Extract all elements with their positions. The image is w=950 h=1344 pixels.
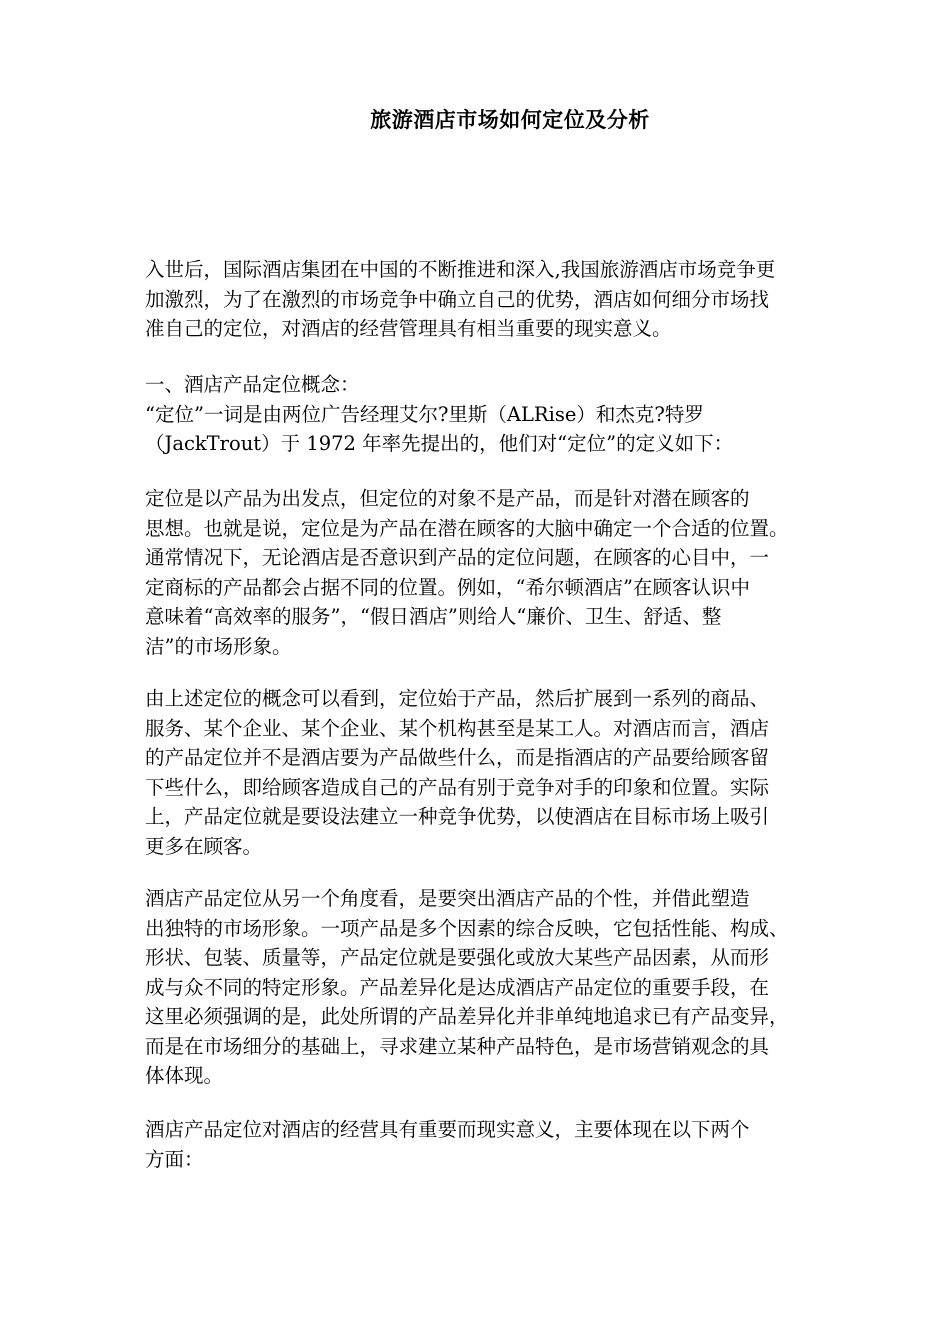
section-heading: 一、酒店产品定位概念： [145, 373, 360, 396]
paragraph-2 [145, 484, 870, 661]
paragraph-line: 体体现。 [145, 1064, 224, 1087]
paragraph-line: 的产品定位并不是酒店要为产品做些什么，而是指酒店的产品要给顾客留 [145, 746, 770, 769]
paragraph-line: 洁”的市场形象。 [145, 634, 292, 658]
paragraph-line: 服务、某个企业、某个企业、某个机构甚至是某工人。对酒店而言，酒店 [145, 716, 770, 740]
paragraph-3 [145, 684, 870, 861]
paragraph-line: 方面： [145, 1147, 204, 1171]
section-1 [145, 370, 870, 459]
paragraph-line: 更多在顾客。 [145, 834, 263, 858]
paragraph-line: 由上述定位的概念可以看到，定位始于产品，然后扩展到一系列的商品、 [145, 687, 770, 710]
paragraph-line: 定位是以产品为出发点，但定位的对象不是产品，而是针对潜在顾客的 [145, 487, 750, 510]
paragraph-line: 酒店产品定位对酒店的经营具有重要而现实意义，主要体现在以下两个 [145, 1118, 750, 1141]
paragraph-line: 上，产品定位就是要设法建立一种竞争优势，以使酒店在目标市场上吸引 [145, 805, 770, 828]
paragraph-5 [145, 1115, 870, 1174]
paragraph-line: 成与众不同的特定形象。产品差异化是达成酒店产品定位的重要手段，在 [145, 975, 770, 999]
paragraph-line: 下些什么，即给顾客造成自己的产品有别于竞争对手的印象和位置。实际 [145, 775, 770, 799]
document-title: 旅游酒店市场如何定位及分析 [370, 107, 650, 132]
paragraph-line: 这里必须强调的是，此处所谓的产品差异化并非单纯地追求已有产品变异， [145, 1005, 789, 1028]
paragraph-line: 定商标的产品都会占据不同的位置。例如，“希尔顿酒店”在顾客认识中 [145, 575, 750, 599]
intro-line: 准自己的定位，对酒店的经营管理具有相当重要的现实意义。 [145, 317, 672, 340]
paragraph-line: 出独特的市场形象。一项产品是多个因素的综合反映，它包括性能、构成、 [145, 916, 789, 940]
paragraph-4 [145, 884, 870, 1091]
paragraph-line: 通常情况下，无论酒店是否意识到产品的定位问题，在顾客的心目中，一 [145, 546, 770, 569]
paragraph-line: 酒店产品定位从另一个角度看，是要突出酒店产品的个性，并借此塑造 [145, 887, 750, 910]
section-line: （JackTrout）于 1972 年率先提出的，他们对“定位”的定义如下： [145, 432, 734, 455]
paragraph-line: 形状、包装、质量等，产品定位就是要强化或放大某些产品因素，从而形 [145, 946, 770, 969]
paragraph-line: 意味着“高效率的服务”，“假日酒店”则给人“廉价、卫生、舒适、整 [145, 605, 722, 628]
paragraph-line: 思想。也就是说，定位是为产品在潜在顾客的大脑中确定一个合适的位置。 [145, 516, 789, 540]
intro-line: 加激烈，为了在激烈的市场竞争中确立自己的优势，酒店如何细分市场找 [145, 287, 770, 311]
paragraph-line: 而是在市场细分的基础上，寻求建立某种产品特色，是市场营销观念的具 [145, 1034, 770, 1058]
section-line: “定位”一词是由两位广告经理艾尔?里斯（ALRise）和杰克?特罗 [145, 402, 704, 426]
intro-line: 入世后，国际酒店集团在中国的不断推进和深入,我国旅游酒店市场竞争更 [145, 258, 776, 281]
intro-paragraph [145, 255, 870, 344]
